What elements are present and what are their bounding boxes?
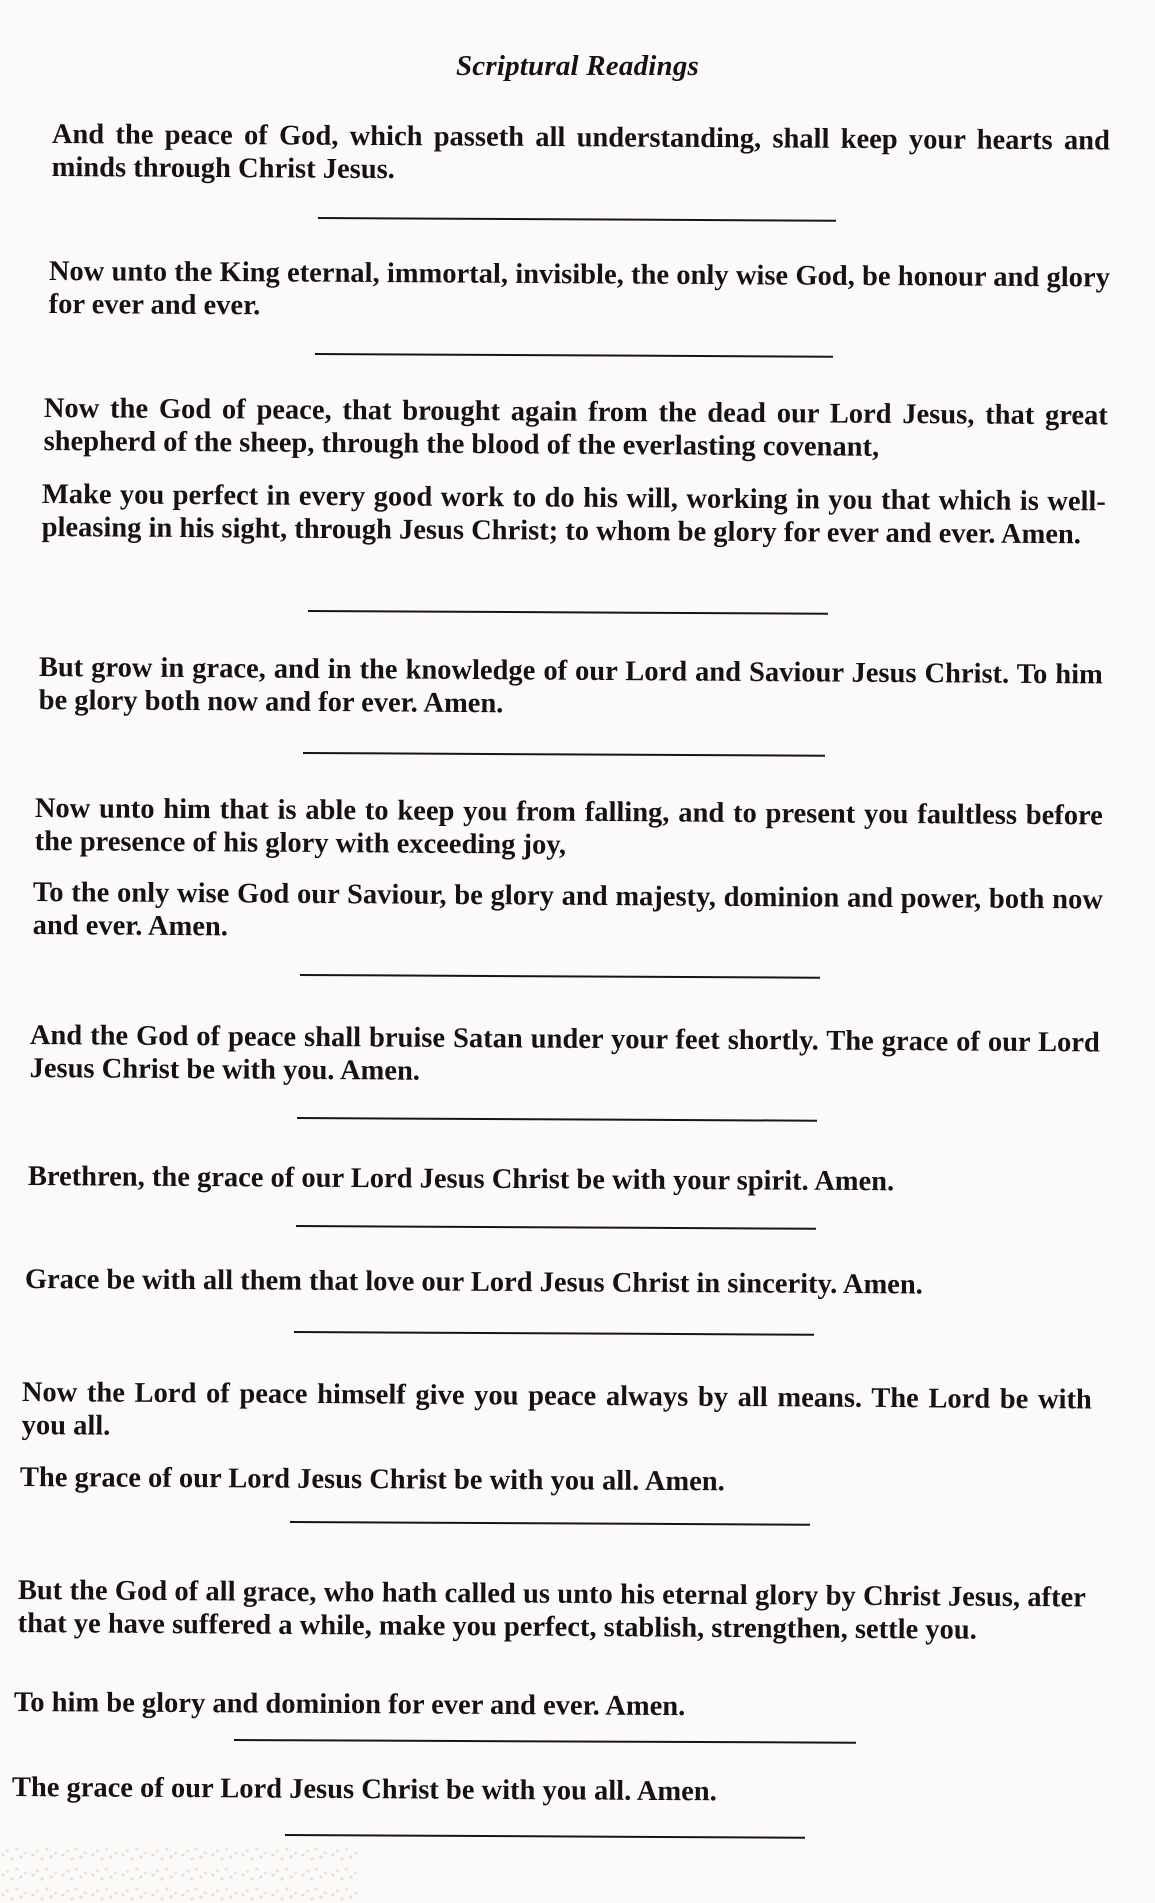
reading-5-continuation: To the only wise God our Saviour, be glory and majesty, dominion and power, both now and ever. Amen. (32, 877, 1103, 943)
reading-4-text: But grow in grace, and in the knowledge of our Lord and Saviour Jesus Christ. To him be glory both now and for ever. Amen. (38, 652, 1103, 720)
reading-5-text: Now unto him that is able to keep you from falling, and to present you faultless before the presence of his glory with exceeding joy, (34, 793, 1103, 861)
reading-10-text: But the God of all grace, who hath called us unto his eternal glory by Christ Jesus, after that ye have suffered a while, make you perfect, stablish, strengthen, settle you. (17, 1575, 1086, 1646)
page-title: Scriptural Readings (455, 50, 700, 82)
reading-separator (300, 974, 820, 979)
reading-7-text: Brethren, the grace of our Lord Jesus Christ be with your spirit. Amen. (27, 1161, 895, 1198)
reading-separator (303, 752, 825, 757)
reading-separator (297, 1117, 817, 1122)
reading-9-text: Now the Lord of peace himself give you peace always by all means. The Lord be with you all. (21, 1377, 1092, 1442)
paper-speckle (0, 1843, 360, 1903)
reading-9-continuation: The grace of our Lord Jesus Christ be with you all. Amen. (19, 1462, 725, 1498)
reading-separator (318, 217, 836, 222)
reading-1-text: And the peace of God, which passeth all understanding, shall keep your hearts and minds through Christ Jesus. (51, 118, 1110, 186)
reading-6-text: And the God of peace shall bruise Satan under your feet shortly. The grace of our Lord Jesus Christ be with you. Amen. (29, 1020, 1100, 1087)
reading-separator (285, 1834, 805, 1839)
reading-separator (234, 1739, 856, 1744)
reading-separator (315, 353, 833, 358)
reading-separator (290, 1521, 810, 1526)
reading-separator (296, 1225, 816, 1230)
reading-3-text: Now the God of peace, that brought again from the dead our Lord Jesus, that great shepherd of the sheep, through the blood of the everlasting covenant, (43, 392, 1108, 463)
reading-2-text: Now unto the King eternal, immortal, invisible, the only wise God, be honour and glory for ever and ever. (48, 255, 1110, 322)
reading-separator (294, 1331, 814, 1336)
reading-separator (308, 610, 828, 615)
reading-8-text: Grace be with all them that love our Lord Jesus Christ in sincerity. Amen. (24, 1264, 923, 1301)
reading-3-continuation: Make you perfect in every good work to do his will, working in you that which is well-pleasing in his sight, through Jesus Christ; to whom be glory for ever and ever. Amen. (41, 478, 1106, 551)
reading-11-text: The grace of our Lord Jesus Christ be with you all. Amen. (11, 1772, 717, 1808)
reading-10-continuation: To him be glory and dominion for ever and ever. Amen. (13, 1687, 686, 1723)
